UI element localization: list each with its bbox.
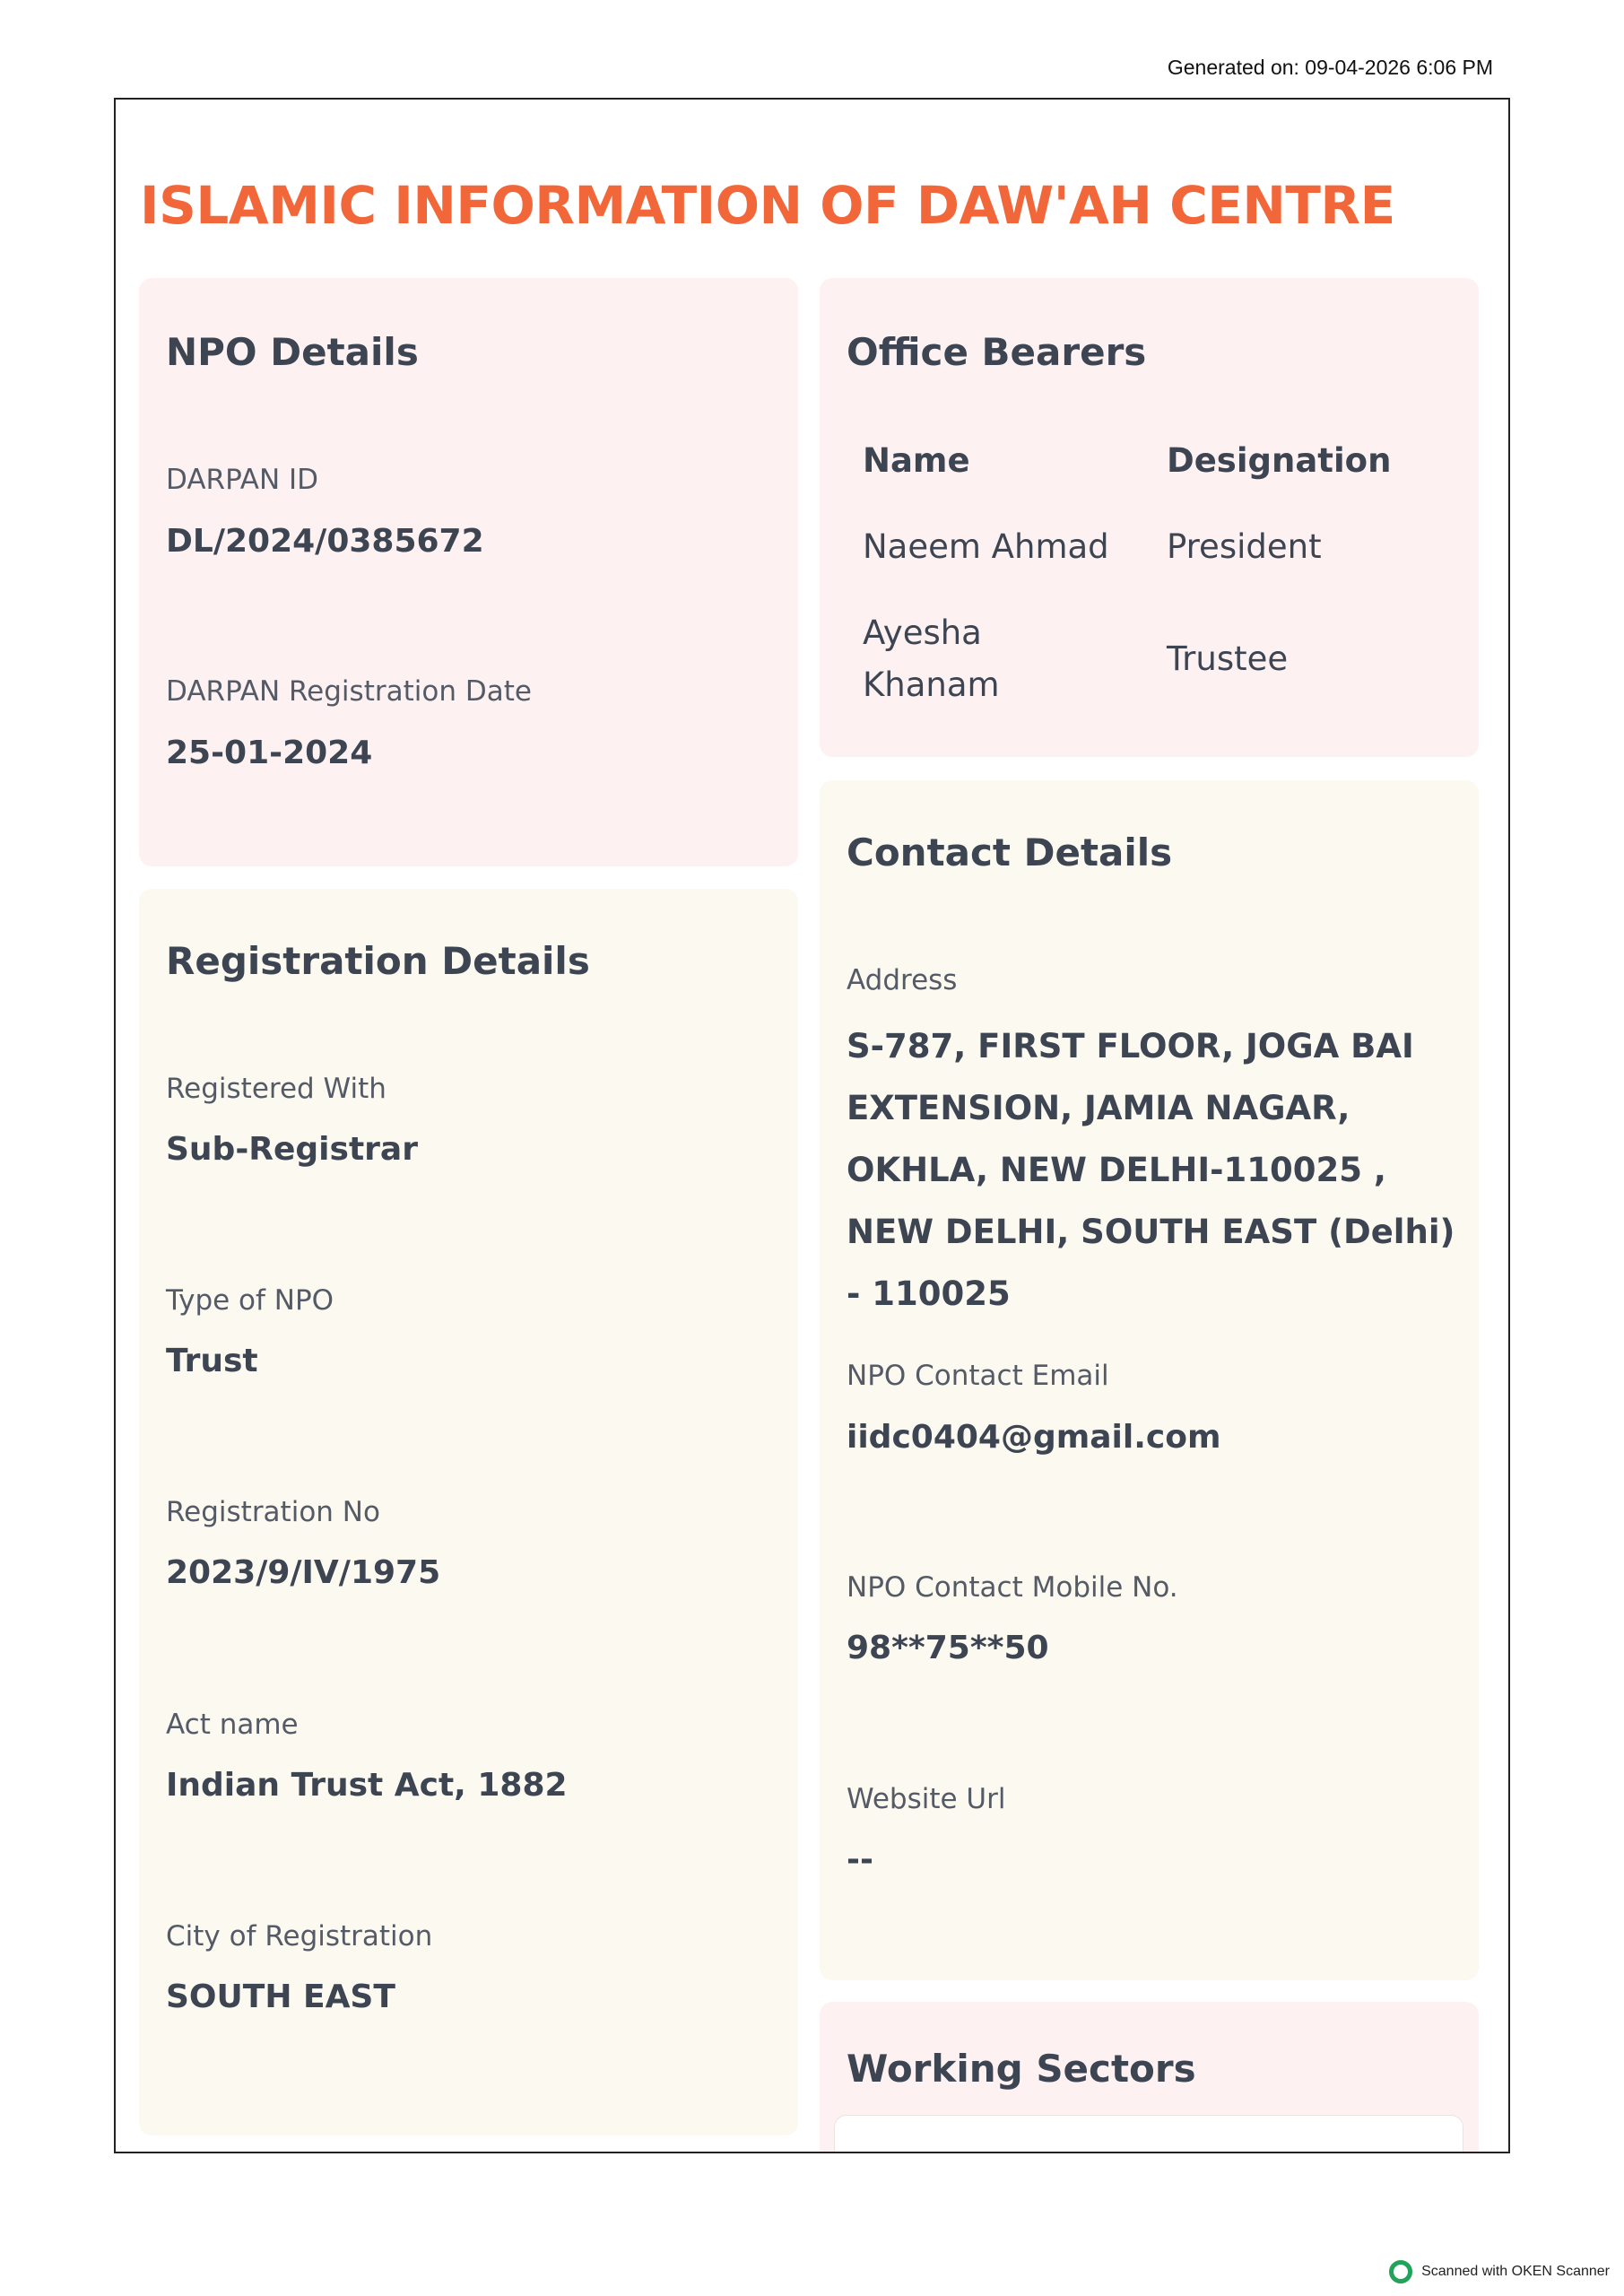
act-name-label: Act name (166, 1709, 299, 1741)
bearers-column-name: Name (863, 441, 970, 480)
contact-details-card (820, 780, 1479, 1980)
registration-details-card (139, 889, 798, 2135)
npo-type-label: Type of NPO (166, 1284, 334, 1317)
website-url-value: -- (847, 1841, 873, 1878)
contact-mobile-value: 98**75**50 (847, 1630, 1049, 1666)
darpan-reg-date-value: 25-01-2024 (166, 735, 373, 771)
npo-details-card (139, 278, 798, 866)
city-of-registration-label: City of Registration (166, 1920, 433, 1952)
contact-email-label: NPO Contact Email (847, 1360, 1109, 1392)
registered-with-label: Registered With (166, 1073, 386, 1105)
bearer-name: Naeem Ahmad (863, 527, 1109, 566)
office-bearers-heading: Office Bearers (847, 330, 1147, 374)
bearers-column-designation: Designation (1167, 441, 1392, 480)
website-url-label: Website Url (847, 1783, 1006, 1815)
working-sectors-heading: Working Sectors (847, 2047, 1196, 2091)
darpan-id-label: DARPAN ID (166, 464, 319, 496)
bearer-designation: President (1167, 527, 1322, 566)
darpan-reg-date-label: DARPAN Registration Date (166, 675, 532, 708)
bearer-name: Ayesha Khanam (863, 613, 1000, 704)
darpan-id-value: DL/2024/0385672 (166, 523, 484, 560)
generated-timestamp: Generated on: 09-04-2026 6:06 PM (1167, 56, 1493, 79)
act-name-value: Indian Trust Act, 1882 (166, 1767, 568, 1804)
city-of-registration-value: SOUTH EAST (166, 1979, 395, 2015)
office-bearers-card (820, 278, 1479, 757)
npo-profile-frame (114, 98, 1510, 2153)
organization-title: ISLAMIC INFORMATION OF DAW'AH CENTRE (140, 175, 1395, 236)
registration-no-value: 2023/9/IV/1975 (166, 1554, 441, 1591)
bearer-designation: Trustee (1167, 639, 1289, 678)
scanner-watermark (1389, 2260, 1610, 2283)
working-sectors-list (834, 2115, 1463, 2153)
contact-details-heading: Contact Details (847, 831, 1173, 874)
address-value: S-787, FIRST FLOOR, JOGA BAI EXTENSION, JAMIA NAGAR, OKHLA, NEW DELHI-110025 , NEW DELHI, SOUTH EAST (Delhi) - 110025 (847, 1027, 1455, 1313)
registration-no-label: Registration No (166, 1496, 380, 1528)
registered-with-value: Sub-Registrar (166, 1131, 418, 1168)
address-label: Address (847, 964, 958, 996)
oken-scanner-logo-icon (1389, 2260, 1412, 2283)
contact-mobile-label: NPO Contact Mobile No. (847, 1571, 1178, 1604)
working-sectors-card (820, 2002, 1479, 2153)
scanner-watermark-text: Scanned with OKEN Scanner (1421, 2264, 1610, 2279)
npo-details-heading: NPO Details (166, 330, 419, 374)
registration-details-heading: Registration Details (166, 939, 590, 983)
contact-email-value: iidc0404@gmail.com (847, 1419, 1221, 1456)
npo-type-value: Trust (166, 1343, 258, 1379)
